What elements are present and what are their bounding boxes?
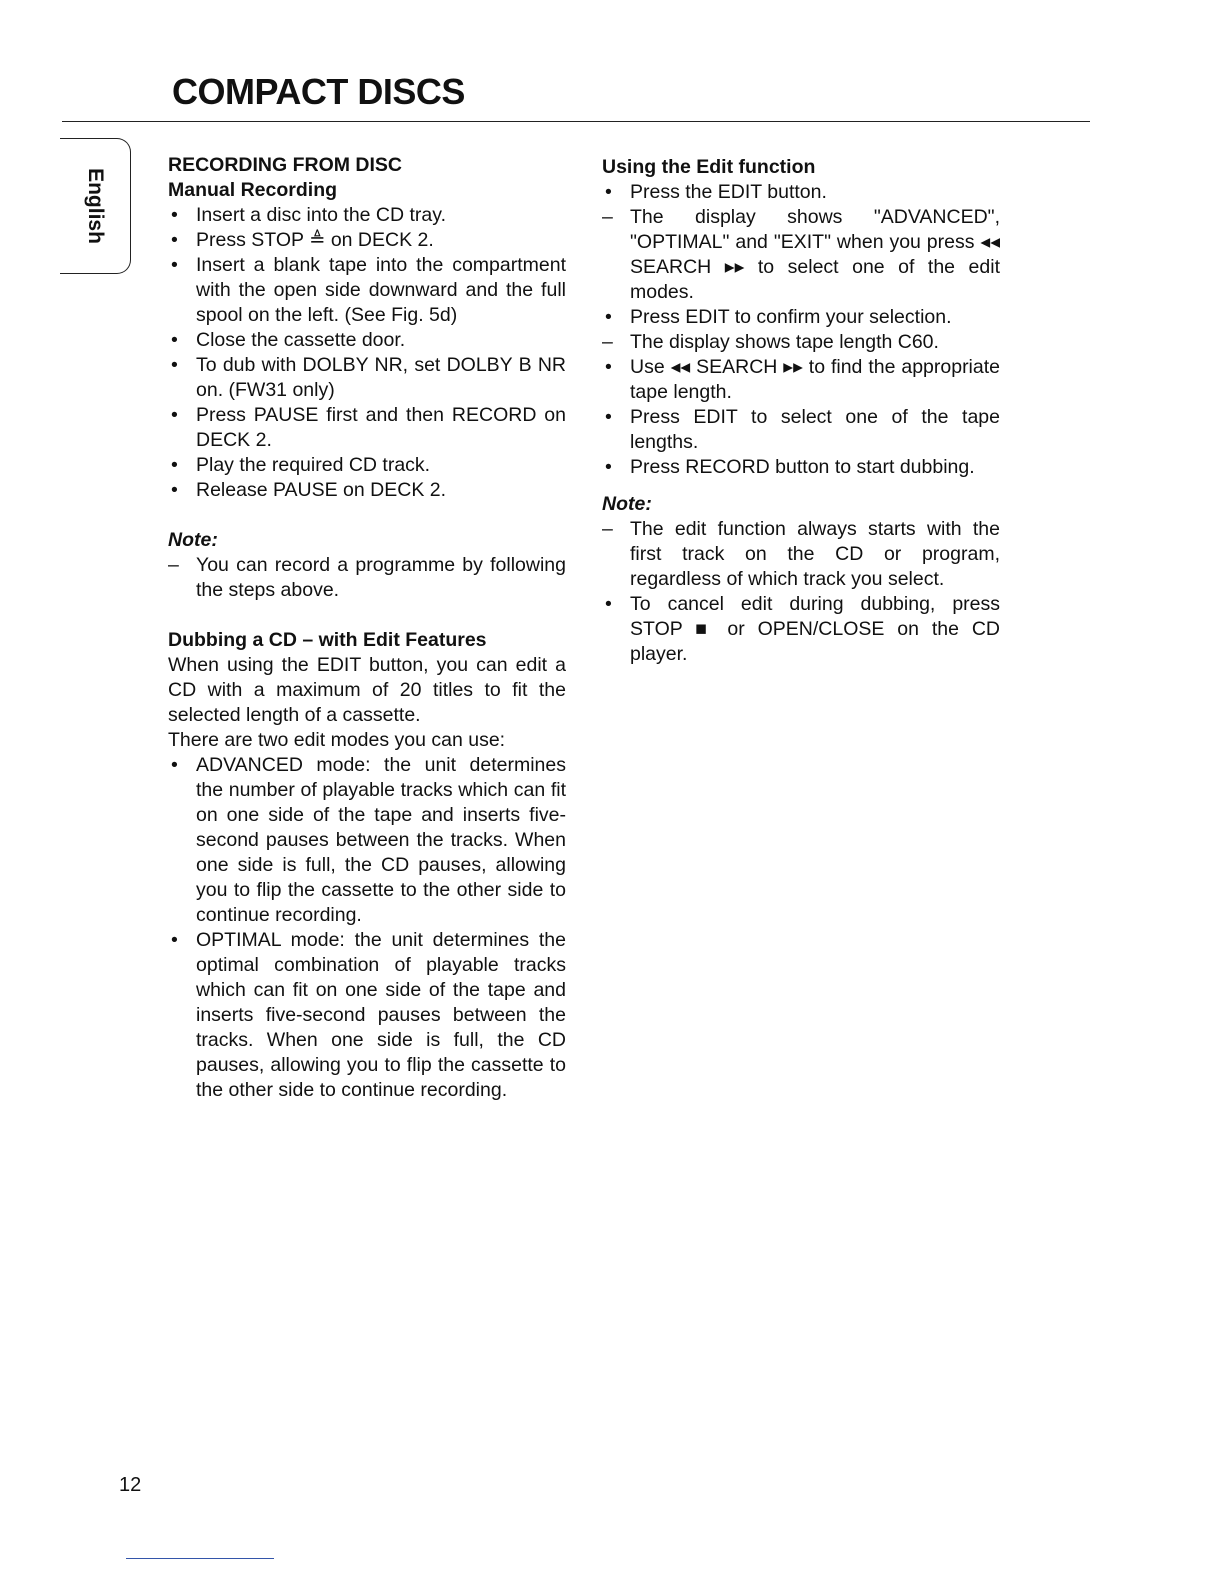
edit-steps-3 [602,355,1000,480]
modes-intro: There are two edit modes you can use: [168,729,506,751]
note-bullet [602,592,1000,667]
list-item: • To dub with DOLBY NR, set DOLBY B NR on. (FW31 only) [168,353,566,403]
language-tab-label: English [84,168,107,244]
edit-steps-1 [602,180,1000,205]
list-item: • Insert a disc into the CD tray. [168,203,566,228]
edit-dash-1 [602,205,1000,305]
list-item: • ADVANCED mode: the unit determines the number of playable tracks which can fit on one side of the tape and inserts five-second pauses between the tracks. When one side is full, the CD pauses, allowing you to flip the cassette to the other side to continue recording. [168,753,566,928]
edit-dash-2 [602,330,1000,355]
manual-recording-steps [168,203,566,503]
page-title: COMPACT DISCS [172,71,465,112]
header-rule [62,121,1090,122]
list-item: • OPTIMAL mode: the unit determines the optimal combination of playable tracks which can fit on one side of the tape and inserts five-second pauses between the tracks. When one side is full, the CD pauses, allowing you to flip the cassette to the other side to continue recording. [168,928,566,1103]
list-item: • Play the required CD track. [168,453,566,478]
left-column [168,153,566,1103]
note-label: Note: [168,529,218,551]
section-heading: RECORDING FROM DISC [168,154,402,176]
right-column [602,155,1000,667]
list-item: – The display shows tape length C60. [602,330,1000,355]
edit-modes-list [168,753,566,1103]
section-subheading: Manual Recording [168,179,338,201]
list-item: • Press EDIT to select one of the tape lengths. [602,405,1000,455]
dubbing-paragraph: When using the EDIT button, you can edit a CD with a maximum of 20 titles to fit the selected length of a cassette. [168,654,566,726]
list-item: – The display shows "ADVANCED", "OPTIMAL" and "EXIT" when you press ◂◂ SEARCH ▸▸ to select one of the edit modes. [602,205,1000,305]
note-label: Note: [602,493,652,515]
list-item: • To cancel edit during dubbing, press STOP ■ or OPEN/CLOSE on the CD player. [602,592,1000,667]
footer-rule [126,1558,274,1559]
list-item: • Press the EDIT button. [602,180,1000,205]
list-item: • Use ◂◂ SEARCH ▸▸ to find the appropriate tape length. [602,355,1000,405]
list-item: • Insert a blank tape into the compartment with the open side downward and the full spool on the left. (See Fig. 5d) [168,253,566,328]
dubbing-heading: Dubbing a CD – with Edit Features [168,629,487,651]
list-item: – You can record a programme by following the steps above. [168,553,566,603]
list-item: • Press STOP ≜ on DECK 2. [168,228,566,253]
edit-function-heading: Using the Edit function [602,156,816,178]
note-list [168,553,566,603]
list-item: • Press RECORD button to start dubbing. [602,455,1000,480]
list-item: • Close the cassette door. [168,328,566,353]
list-item: • Press PAUSE first and then RECORD on DECK 2. [168,403,566,453]
language-tab [60,138,131,274]
edit-steps-2 [602,305,1000,330]
page-number: 12 [119,1474,142,1496]
note-dash [602,517,1000,592]
list-item: • Release PAUSE on DECK 2. [168,478,566,503]
list-item: – The edit function always starts with the first track on the CD or program, regardless of which track you select. [602,517,1000,592]
list-item: • Press EDIT to confirm your selection. [602,305,1000,330]
